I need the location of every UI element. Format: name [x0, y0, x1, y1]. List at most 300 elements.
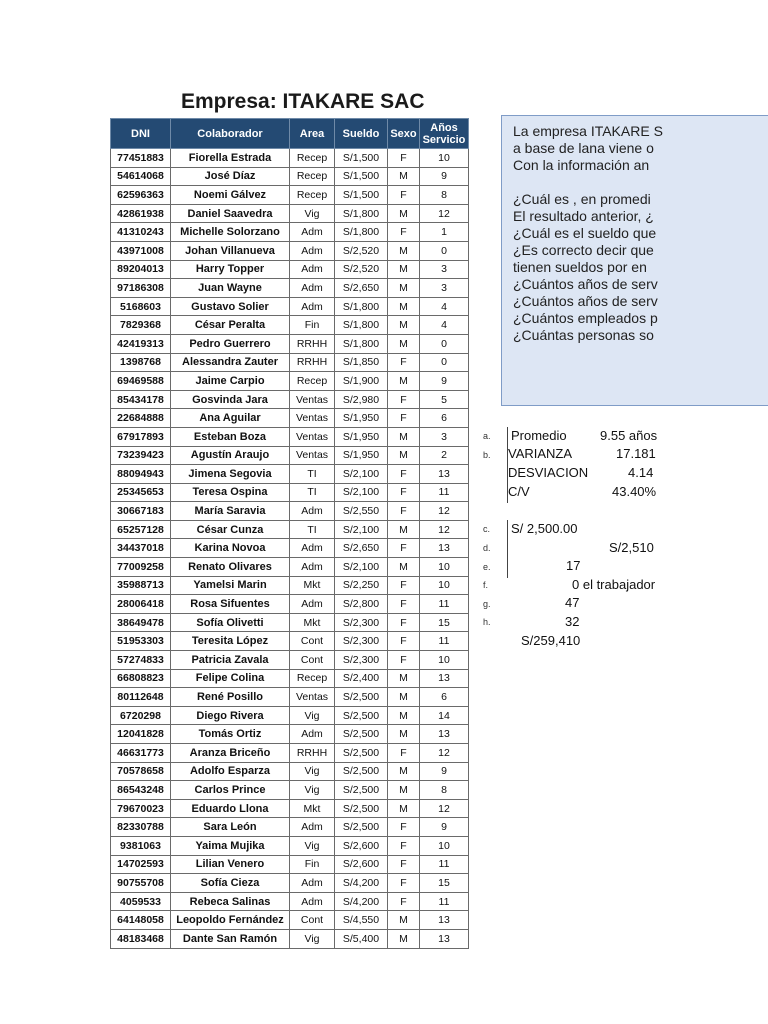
anos-servicio-cell: 11 — [420, 855, 469, 874]
colaborador-cell: Rebeca Salinas — [171, 892, 290, 911]
answer-d: S/2,510 — [609, 540, 654, 555]
sexo-cell: M — [388, 297, 420, 316]
sueldo-cell: S/2,800 — [335, 595, 388, 614]
colaborador-cell: Carlos Prince — [171, 781, 290, 800]
area-cell: Adm — [290, 539, 335, 558]
area-cell: Recep — [290, 669, 335, 688]
table-row — [111, 595, 469, 614]
sexo-cell: F — [388, 836, 420, 855]
sexo-cell: F — [388, 874, 420, 893]
area-cell: Vig — [290, 706, 335, 725]
dni-cell: 64148058 — [111, 911, 171, 930]
dni-cell: 35988713 — [111, 576, 171, 595]
dni-cell: 90755708 — [111, 874, 171, 893]
area-cell: Adm — [290, 818, 335, 837]
anos-servicio-cell: 13 — [420, 465, 469, 484]
table-row — [111, 409, 469, 428]
sueldo-cell: S/1,900 — [335, 372, 388, 391]
sueldo-cell: S/2,300 — [335, 613, 388, 632]
colaborador-cell: César Cunza — [171, 520, 290, 539]
answer-h: 32 — [565, 614, 580, 629]
answer-f: 0 el trabajador — [572, 577, 656, 592]
area-cell: RRHH — [290, 334, 335, 353]
colaborador-cell: Agustín Araujo — [171, 446, 290, 465]
header-anos-line1: Años — [430, 121, 458, 134]
info-line: ¿Cuántos años de serv — [513, 276, 658, 292]
header-dni: DNI — [111, 119, 171, 149]
header-colaborador: Colaborador — [171, 119, 290, 149]
table-row — [111, 613, 469, 632]
colaborador-cell: Karina Novoa — [171, 539, 290, 558]
dni-cell: 28006418 — [111, 595, 171, 614]
table-row — [111, 334, 469, 353]
colaborador-cell: Noemi Gálvez — [171, 186, 290, 205]
colaborador-cell: Sofía Olivetti — [171, 613, 290, 632]
colaborador-cell: José Díaz — [171, 167, 290, 186]
dni-cell: 86543248 — [111, 781, 171, 800]
sexo-cell: F — [388, 651, 420, 670]
colaborador-cell: Juan Wayne — [171, 279, 290, 298]
table-row — [111, 390, 469, 409]
table-header-row — [111, 119, 469, 149]
table-row — [111, 223, 469, 242]
anos-servicio-cell: 10 — [420, 576, 469, 595]
table-row — [111, 427, 469, 446]
area-cell: Vig — [290, 836, 335, 855]
dni-cell: 25345653 — [111, 483, 171, 502]
anos-servicio-cell: 1 — [420, 223, 469, 242]
dni-cell: 42861938 — [111, 204, 171, 223]
table-row — [111, 186, 469, 205]
area-cell: TI — [290, 520, 335, 539]
colaborador-cell: Jaime Carpio — [171, 372, 290, 391]
sexo-cell: F — [388, 502, 420, 521]
question-panel — [501, 115, 768, 406]
info-line: ¿Cuántos años de serv — [513, 293, 658, 309]
area-cell: Adm — [290, 223, 335, 242]
dni-cell: 82330788 — [111, 818, 171, 837]
sexo-cell: M — [388, 427, 420, 446]
colaborador-cell: Renato Olivares — [171, 558, 290, 577]
area-cell: Vig — [290, 781, 335, 800]
info-line: ¿Cuántos empleados p — [513, 310, 658, 326]
colaborador-cell: Michelle Solorzano — [171, 223, 290, 242]
colaborador-cell: René Posillo — [171, 688, 290, 707]
sexo-cell: M — [388, 372, 420, 391]
area-cell: Adm — [290, 892, 335, 911]
anos-servicio-cell: 13 — [420, 929, 469, 948]
area-cell: Fin — [290, 855, 335, 874]
table-row — [111, 892, 469, 911]
header-sueldo: Sueldo — [335, 119, 388, 149]
area-cell: Adm — [290, 241, 335, 260]
sexo-cell: M — [388, 204, 420, 223]
sexo-cell: F — [388, 855, 420, 874]
dni-cell: 38649478 — [111, 613, 171, 632]
area-cell: Adm — [290, 558, 335, 577]
stat-label-desviacion: DESVIACION — [508, 465, 589, 480]
table-row — [111, 781, 469, 800]
area-cell: Fin — [290, 316, 335, 335]
area-cell: Mkt — [290, 613, 335, 632]
colaborador-cell: Sara León — [171, 818, 290, 837]
table-row — [111, 762, 469, 781]
area-cell: Vig — [290, 929, 335, 948]
table-row — [111, 520, 469, 539]
area-cell: Mkt — [290, 799, 335, 818]
anos-servicio-cell: 13 — [420, 669, 469, 688]
area-cell: Ventas — [290, 688, 335, 707]
sueldo-cell: S/2,500 — [335, 688, 388, 707]
info-line: Con la información an — [513, 157, 650, 173]
anos-servicio-cell: 12 — [420, 520, 469, 539]
anos-servicio-cell: 15 — [420, 613, 469, 632]
dni-cell: 1398768 — [111, 353, 171, 372]
table-row — [111, 576, 469, 595]
anos-servicio-cell: 0 — [420, 353, 469, 372]
colaborador-cell: Fiorella Estrada — [171, 149, 290, 168]
dni-cell: 34437018 — [111, 539, 171, 558]
sueldo-cell: S/2,400 — [335, 669, 388, 688]
table-row — [111, 446, 469, 465]
table-row — [111, 632, 469, 651]
sueldo-cell: S/1,800 — [335, 316, 388, 335]
header-sexo: Sexo — [388, 119, 420, 149]
sexo-cell: F — [388, 595, 420, 614]
sueldo-cell: S/2,600 — [335, 836, 388, 855]
stat-value-varianza: 17.181 — [616, 446, 656, 461]
marker-a: a. — [483, 431, 491, 441]
anos-servicio-cell: 15 — [420, 874, 469, 893]
answer-divider — [507, 520, 508, 578]
sexo-cell: F — [388, 818, 420, 837]
sexo-cell: F — [388, 149, 420, 168]
anos-servicio-cell: 10 — [420, 558, 469, 577]
table-row — [111, 725, 469, 744]
sexo-cell: M — [388, 558, 420, 577]
sueldo-cell: S/2,500 — [335, 744, 388, 763]
sexo-cell: M — [388, 725, 420, 744]
sueldo-cell: S/2,500 — [335, 706, 388, 725]
anos-servicio-cell: 13 — [420, 539, 469, 558]
sueldo-cell: S/2,650 — [335, 539, 388, 558]
sueldo-cell: S/2,300 — [335, 632, 388, 651]
anos-servicio-cell: 8 — [420, 781, 469, 800]
colaborador-cell: Sofía Cieza — [171, 874, 290, 893]
table-row — [111, 651, 469, 670]
table-row — [111, 465, 469, 484]
table-row — [111, 558, 469, 577]
table-row — [111, 799, 469, 818]
dni-cell: 69469588 — [111, 372, 171, 391]
table-row — [111, 483, 469, 502]
sueldo-cell: S/1,950 — [335, 427, 388, 446]
sexo-cell: M — [388, 706, 420, 725]
sexo-cell: M — [388, 929, 420, 948]
dni-cell: 97186308 — [111, 279, 171, 298]
area-cell: Adm — [290, 279, 335, 298]
sexo-cell: M — [388, 241, 420, 260]
anos-servicio-cell: 12 — [420, 744, 469, 763]
sexo-cell: M — [388, 911, 420, 930]
table-row — [111, 149, 469, 168]
colaborador-cell: Harry Topper — [171, 260, 290, 279]
colaborador-cell: Teresa Ospina — [171, 483, 290, 502]
sueldo-cell: S/2,100 — [335, 465, 388, 484]
sexo-cell: F — [388, 223, 420, 242]
colaborador-cell: Esteban Boza — [171, 427, 290, 446]
table-row — [111, 316, 469, 335]
sexo-cell: M — [388, 316, 420, 335]
dni-cell: 14702593 — [111, 855, 171, 874]
info-line: ¿Cuál es el sueldo que — [513, 225, 657, 241]
colaborador-cell: Leopoldo Fernández — [171, 911, 290, 930]
anos-servicio-cell: 0 — [420, 241, 469, 260]
table-row — [111, 929, 469, 948]
answer-c: S/ 2,500.00 — [511, 521, 578, 536]
table-row — [111, 706, 469, 725]
dni-cell: 51953303 — [111, 632, 171, 651]
dni-cell: 41310243 — [111, 223, 171, 242]
sueldo-cell: S/1,800 — [335, 297, 388, 316]
sexo-cell: M — [388, 279, 420, 298]
stat-label-cv: C/V — [508, 484, 530, 499]
sexo-cell: F — [388, 613, 420, 632]
colaborador-cell: Gosvinda Jara — [171, 390, 290, 409]
sexo-cell: M — [388, 688, 420, 707]
area-cell: Ventas — [290, 409, 335, 428]
stat-value-cv: 43.40% — [612, 484, 657, 499]
stat-label-varianza: VARIANZA — [508, 446, 573, 461]
table-row — [111, 911, 469, 930]
dni-cell: 79670023 — [111, 799, 171, 818]
colaborador-cell: Adolfo Esparza — [171, 762, 290, 781]
dni-cell: 80112648 — [111, 688, 171, 707]
anos-servicio-cell: 3 — [420, 427, 469, 446]
colaborador-cell: Ana Aguilar — [171, 409, 290, 428]
info-line: ¿Cuántas personas so — [513, 327, 654, 343]
table-row — [111, 241, 469, 260]
colaborador-cell: César Peralta — [171, 316, 290, 335]
anos-servicio-cell: 9 — [420, 762, 469, 781]
anos-servicio-cell: 13 — [420, 725, 469, 744]
info-line: a base de lana viene o — [513, 140, 654, 156]
dni-cell: 77451883 — [111, 149, 171, 168]
colaborador-cell: Teresita López — [171, 632, 290, 651]
dni-cell: 9381063 — [111, 836, 171, 855]
marker-e: e. — [483, 562, 491, 572]
sexo-cell: M — [388, 167, 420, 186]
area-cell: Ventas — [290, 427, 335, 446]
sueldo-cell: S/2,500 — [335, 781, 388, 800]
area-cell: Adm — [290, 725, 335, 744]
info-line: tienen sueldos por en — [513, 259, 647, 275]
area-cell: Cont — [290, 651, 335, 670]
anos-servicio-cell: 13 — [420, 911, 469, 930]
dni-cell: 43971008 — [111, 241, 171, 260]
dni-cell: 77009258 — [111, 558, 171, 577]
sexo-cell: M — [388, 520, 420, 539]
table-row — [111, 539, 469, 558]
colaborador-cell: Patricia Zavala — [171, 651, 290, 670]
dni-cell: 46631773 — [111, 744, 171, 763]
sexo-cell: F — [388, 353, 420, 372]
area-cell: Ventas — [290, 390, 335, 409]
anos-servicio-cell: 3 — [420, 279, 469, 298]
colaborador-cell: Yaima Mujika — [171, 836, 290, 855]
area-cell: Recep — [290, 186, 335, 205]
area-cell: TI — [290, 465, 335, 484]
table-row — [111, 260, 469, 279]
sexo-cell: F — [388, 465, 420, 484]
sueldo-cell: S/2,600 — [335, 855, 388, 874]
table-row — [111, 744, 469, 763]
dni-cell: 5168603 — [111, 297, 171, 316]
colaborador-cell: Aranza Briceño — [171, 744, 290, 763]
answer-g: 47 — [565, 595, 580, 610]
table-row — [111, 372, 469, 391]
sueldo-cell: S/1,850 — [335, 353, 388, 372]
table-row — [111, 502, 469, 521]
sueldo-cell: S/2,300 — [335, 651, 388, 670]
header-area: Area — [290, 119, 335, 149]
sueldo-cell: S/5,400 — [335, 929, 388, 948]
dni-cell: 57274833 — [111, 651, 171, 670]
colaborador-cell: Diego Rivera — [171, 706, 290, 725]
colaborador-cell: Dante San Ramón — [171, 929, 290, 948]
sueldo-cell: S/4,200 — [335, 874, 388, 893]
sueldo-cell: S/2,500 — [335, 799, 388, 818]
area-cell: Adm — [290, 502, 335, 521]
area-cell: Cont — [290, 911, 335, 930]
area-cell: Vig — [290, 762, 335, 781]
header-anos-line2: Servicio — [422, 133, 466, 146]
area-cell: RRHH — [290, 353, 335, 372]
sueldo-cell: S/2,550 — [335, 502, 388, 521]
area-cell: Adm — [290, 260, 335, 279]
anos-servicio-cell: 10 — [420, 651, 469, 670]
table-row — [111, 204, 469, 223]
area-cell: Recep — [290, 149, 335, 168]
sexo-cell: F — [388, 632, 420, 651]
answer-e: 17 — [566, 558, 581, 573]
employee-table — [110, 118, 469, 949]
table-row — [111, 855, 469, 874]
stat-label-promedio: Promedio — [511, 428, 567, 443]
table-row — [111, 874, 469, 893]
colaborador-cell: Alessandra Zauter — [171, 353, 290, 372]
anos-servicio-cell: 6 — [420, 409, 469, 428]
sexo-cell: M — [388, 669, 420, 688]
anos-servicio-cell: 10 — [420, 149, 469, 168]
sueldo-cell: S/1,800 — [335, 204, 388, 223]
info-line: El resultado anterior, ¿ — [513, 208, 654, 224]
sueldo-cell: S/4,550 — [335, 911, 388, 930]
sueldo-cell: S/1,500 — [335, 167, 388, 186]
anos-servicio-cell: 10 — [420, 836, 469, 855]
sexo-cell: M — [388, 762, 420, 781]
anos-servicio-cell: 5 — [420, 390, 469, 409]
colaborador-cell: Daniel Saavedra — [171, 204, 290, 223]
area-cell: Adm — [290, 595, 335, 614]
area-cell: Cont — [290, 632, 335, 651]
sueldo-cell: S/2,650 — [335, 279, 388, 298]
dni-cell: 6720298 — [111, 706, 171, 725]
sexo-cell: M — [388, 334, 420, 353]
area-cell: Adm — [290, 297, 335, 316]
dni-cell: 4059533 — [111, 892, 171, 911]
anos-servicio-cell: 12 — [420, 502, 469, 521]
colaborador-cell: Tomás Ortiz — [171, 725, 290, 744]
answer-total-sueldos: S/259,410 — [521, 633, 581, 648]
anos-servicio-cell: 14 — [420, 706, 469, 725]
sueldo-cell: S/1,950 — [335, 409, 388, 428]
dni-cell: 73239423 — [111, 446, 171, 465]
sexo-cell: F — [388, 576, 420, 595]
sexo-cell: F — [388, 744, 420, 763]
anos-servicio-cell: 11 — [420, 595, 469, 614]
area-cell: Recep — [290, 167, 335, 186]
sueldo-cell: S/1,800 — [335, 223, 388, 242]
info-line: ¿Es correcto decir que — [513, 242, 654, 258]
sexo-cell: M — [388, 446, 420, 465]
area-cell: Vig — [290, 204, 335, 223]
table-row — [111, 167, 469, 186]
sueldo-cell: S/2,500 — [335, 725, 388, 744]
colaborador-cell: Lilian Venero — [171, 855, 290, 874]
sueldo-cell: S/2,500 — [335, 818, 388, 837]
anos-servicio-cell: 12 — [420, 799, 469, 818]
dni-cell: 66808823 — [111, 669, 171, 688]
table-row — [111, 818, 469, 837]
sexo-cell: M — [388, 781, 420, 800]
anos-servicio-cell: 3 — [420, 260, 469, 279]
dni-cell: 30667183 — [111, 502, 171, 521]
colaborador-cell: Jimena Segovia — [171, 465, 290, 484]
info-line: ¿Cuál es , en promedi — [513, 191, 651, 207]
anos-servicio-cell: 4 — [420, 297, 469, 316]
area-cell: Mkt — [290, 576, 335, 595]
sueldo-cell: S/2,100 — [335, 520, 388, 539]
anos-servicio-cell: 11 — [420, 483, 469, 502]
anos-servicio-cell: 2 — [420, 446, 469, 465]
colaborador-cell: Eduardo Llona — [171, 799, 290, 818]
colaborador-cell: Gustavo Solier — [171, 297, 290, 316]
sexo-cell: F — [388, 390, 420, 409]
anos-servicio-cell: 12 — [420, 204, 469, 223]
anos-servicio-cell: 9 — [420, 372, 469, 391]
marker-f: f. — [483, 580, 489, 590]
dni-cell: 85434178 — [111, 390, 171, 409]
sueldo-cell: S/1,800 — [335, 334, 388, 353]
table-row — [111, 279, 469, 298]
colaborador-cell: Johan Villanueva — [171, 241, 290, 260]
anos-servicio-cell: 11 — [420, 892, 469, 911]
dni-cell: 12041828 — [111, 725, 171, 744]
marker-d: d. — [483, 543, 491, 553]
colaborador-cell: Yamelsi Marin — [171, 576, 290, 595]
table-row — [111, 297, 469, 316]
sueldo-cell: S/1,500 — [335, 186, 388, 205]
dni-cell: 54614068 — [111, 167, 171, 186]
sueldo-cell: S/2,520 — [335, 260, 388, 279]
colaborador-cell: Felipe Colina — [171, 669, 290, 688]
area-cell: Recep — [290, 372, 335, 391]
colaborador-cell: María Saravia — [171, 502, 290, 521]
sueldo-cell: S/2,500 — [335, 762, 388, 781]
dni-cell: 7829368 — [111, 316, 171, 335]
dni-cell: 48183468 — [111, 929, 171, 948]
